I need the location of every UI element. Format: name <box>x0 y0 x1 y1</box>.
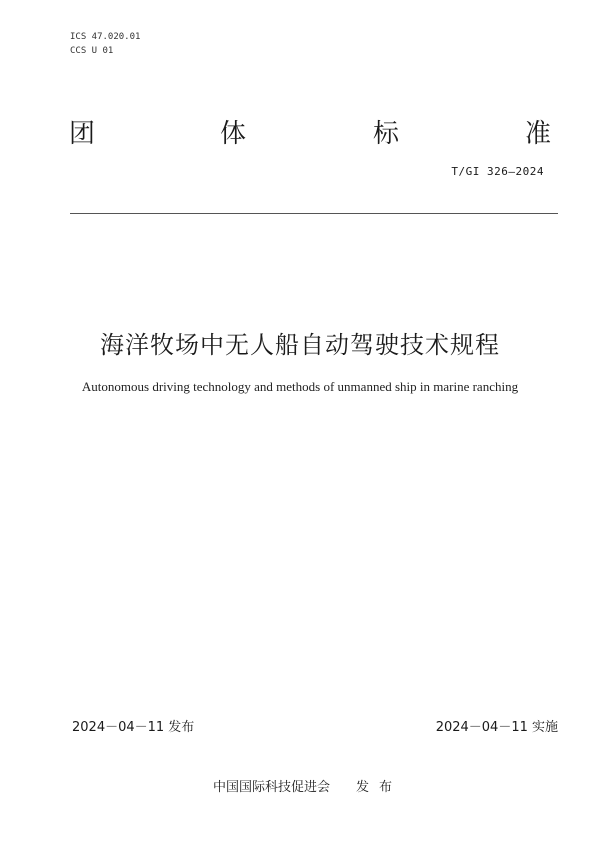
ics-code: ICS 47.020.01 <box>70 32 141 42</box>
document-title-english: Autonomous driving technology and methods of unmanned ship in marine ranching <box>81 379 519 394</box>
issuer-line <box>213 776 402 795</box>
standard-type-heading <box>60 113 560 153</box>
document-title-chinese: 海洋牧场中无人船自动驾驶技术规程 <box>100 331 500 359</box>
ccs-code: CCS U 01 <box>70 46 114 56</box>
standard-number: T/GI 326—2024 <box>451 165 544 178</box>
header-divider <box>70 213 558 214</box>
classification-codes <box>70 30 140 58</box>
issuer-verb: 发布 <box>356 780 403 795</box>
issuer-name: 中国国际科技促进会 <box>213 780 331 795</box>
standard-type-char: 准 <box>525 119 552 149</box>
publish-date: 2024－04－11 发布 <box>72 720 195 735</box>
implement-date: 2024－04－11 实施 <box>435 720 558 735</box>
standard-type-char: 团 <box>69 119 96 149</box>
standard-type-char: 体 <box>220 119 247 149</box>
standard-type-char: 标 <box>373 119 400 149</box>
